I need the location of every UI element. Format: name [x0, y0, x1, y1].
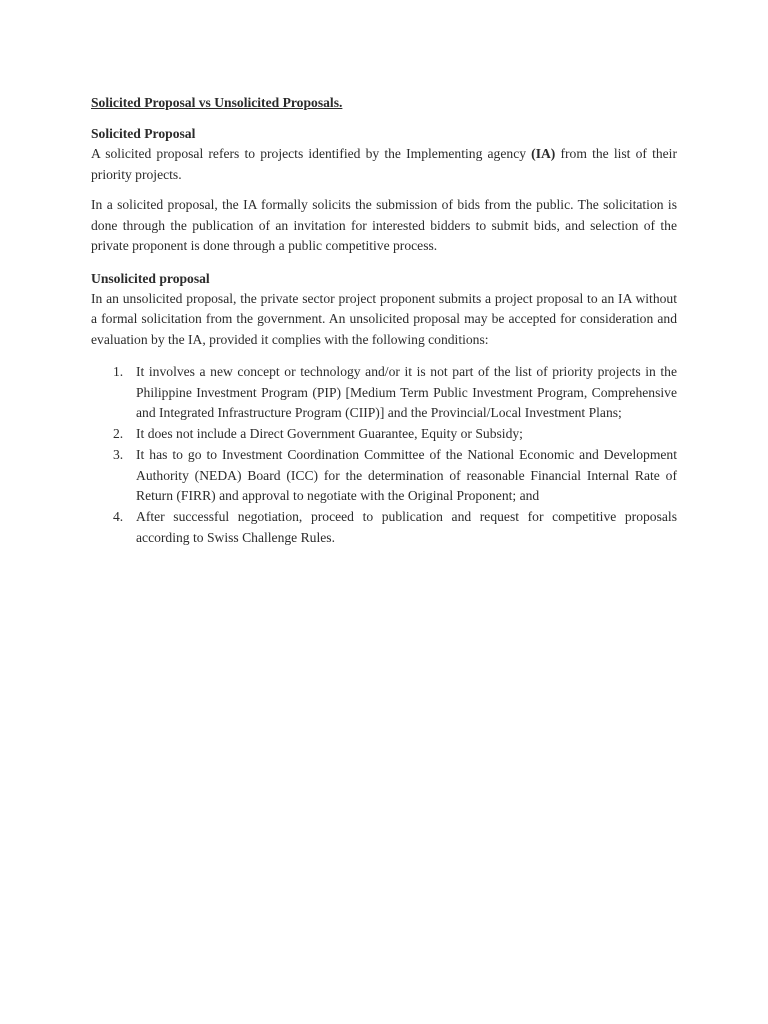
- solicited-definition: [91, 144, 677, 185]
- list-item-text: It has to go to Investment Coordination Committee of the National Economic and Development Authority (NEDA) Board (ICC) for the determination of reasonable Financial Internal Rate of Return (FIRR) and approval to negotiate with the Original Proponent; and: [136, 447, 677, 503]
- list-item-number: 2.: [113, 426, 124, 441]
- list-item-number: 3.: [113, 447, 124, 462]
- list-item: [91, 445, 677, 507]
- solicited-definition-text-b: from the list of their priority projects.: [91, 146, 677, 182]
- list-item-text: It does not include a Direct Government Guarantee, Equity or Subsidy;: [136, 426, 523, 441]
- list-item: [91, 424, 677, 445]
- list-item-number: 1.: [113, 364, 124, 379]
- document-title: Solicited Proposal vs Unsolicited Proposals.: [91, 95, 343, 110]
- list-item: [91, 507, 677, 548]
- conditions-list: [91, 362, 677, 548]
- unsolicited-heading: Unsolicited proposal: [91, 270, 210, 286]
- solicited-process-paragraph: In a solicited proposal, the IA formally solicits the submission of bids from the public. The solicitation is done through the publication of an invitation for interested bidders to submit bids, and selection of the private proponent is done through a public competitive process.: [91, 197, 677, 253]
- list-item-text: After successful negotiation, proceed to publication and request for competitive proposals according to Swiss Challenge Rules.: [136, 509, 677, 545]
- ia-abbreviation: (IA): [531, 146, 556, 161]
- list-item-text: It involves a new concept or technology and/or it is not part of the list of priority projects in the Philippine Investment Program (PIP) [Medium Term Public Investment Program, Comprehensive and Integrated Infrastructure Program (CIIP)] and the Provincial/Local Investment Plans;: [136, 364, 677, 420]
- solicited-heading: Solicited Proposal: [91, 126, 196, 141]
- unsolicited-definition: In an unsolicited proposal, the private sector project proponent submits a project proposal to an IA without a formal solicitation from the government. An unsolicited proposal may be accepted for consideration and evaluation by the IA, provided it complies with the following conditions:: [91, 290, 677, 347]
- list-item-number: 4.: [113, 509, 124, 524]
- solicited-definition-text-a: A solicited proposal refers to projects identified by the Implementing agency: [91, 146, 532, 161]
- list-item: [91, 362, 677, 424]
- document-page: [91, 93, 677, 549]
